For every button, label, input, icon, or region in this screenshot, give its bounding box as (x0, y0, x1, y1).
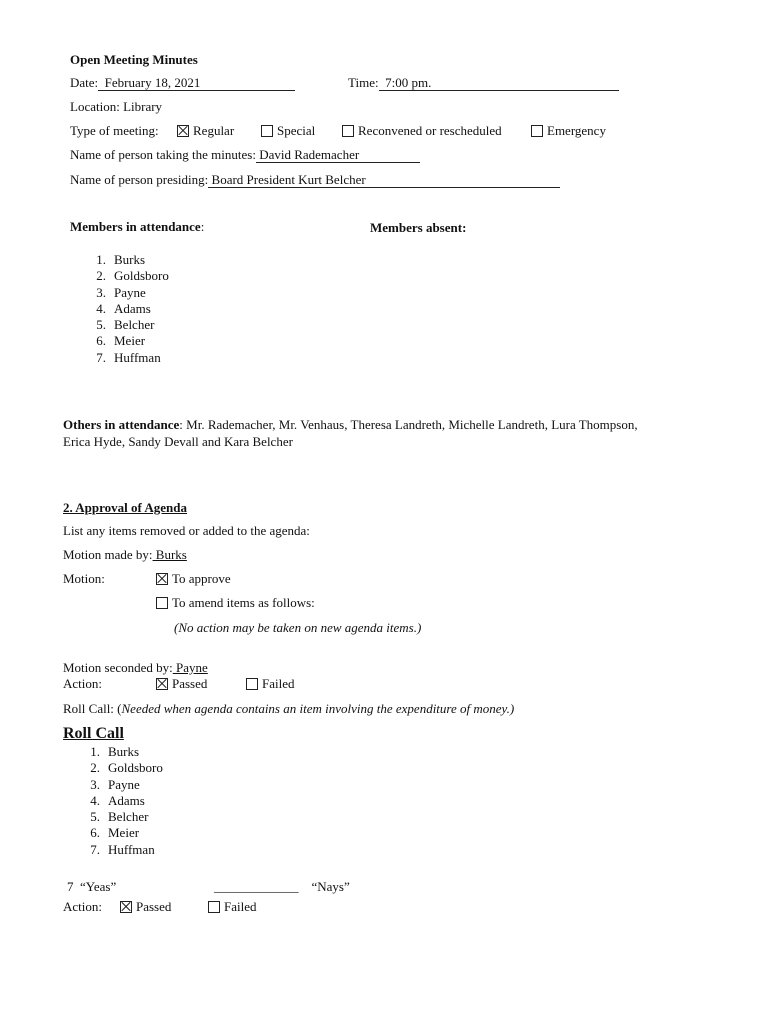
date-row (70, 75, 295, 91)
motion-seconded-row: Motion seconded by: Payne (63, 660, 208, 675)
motion-made-row: Motion made by: Burks (63, 547, 187, 562)
minutes-taker-field[interactable] (256, 148, 420, 163)
motion-approve-option[interactable]: To approve (156, 571, 231, 587)
agenda-note: (No action may be taken on new agenda items.) (174, 620, 422, 635)
meeting-type-emergency[interactable] (531, 123, 606, 139)
list-item: 3. Payne (96, 284, 146, 300)
others-attendance-line1: Others in attendance: Mr. Rademacher, Mr. Venhaus, Theresa Landreth, Michelle Landreth, Lura Thompson, (63, 417, 638, 432)
nays-blank[interactable]: _____________ (214, 879, 299, 894)
checkbox-checked-icon[interactable] (156, 678, 168, 690)
minutes-taker-value: David Rademacher (259, 147, 360, 162)
meeting-type-regular-label: Regular (193, 123, 235, 138)
list-item: 5. Belcher (96, 317, 155, 333)
presiding-value: Board President Kurt Belcher (211, 172, 366, 187)
motion-label: Motion: (63, 571, 105, 586)
checkbox-empty-icon[interactable] (261, 125, 273, 137)
checkbox-checked-icon[interactable] (177, 125, 189, 137)
list-item: 6. Meier (96, 333, 146, 349)
minutes-taker-label: Name of person taking the minutes: (70, 147, 256, 162)
checkbox-empty-icon[interactable] (208, 901, 220, 913)
date-label: Date: (70, 75, 99, 90)
meeting-type-label: Type of meeting: (70, 123, 159, 138)
checkbox-empty-icon[interactable] (156, 597, 168, 609)
meeting-type-special[interactable] (261, 123, 315, 139)
roll-call-list (78, 744, 163, 858)
yeas-label: “Yeas” (80, 879, 117, 894)
agenda-list-prompt: List any items removed or added to the agenda: (63, 523, 310, 538)
seconded-by-value: Payne (172, 660, 208, 675)
members-attendance-heading: Members in attendance: (70, 219, 205, 234)
meeting-type-reconvened-label: Reconvened or rescheduled (358, 123, 502, 138)
checkbox-empty-icon[interactable] (342, 125, 354, 137)
agenda-action-label: Action: (63, 676, 102, 691)
motion-amend-option[interactable]: To amend items as follows: (156, 595, 315, 611)
nays-label: “Nays” (311, 879, 350, 894)
roll-call-note-row: Roll Call: (Needed when agenda contains an item involving the expenditure of money.) (63, 701, 515, 716)
minutes-taker-row (70, 147, 420, 163)
roll-call-heading: Roll Call (63, 725, 124, 742)
checkbox-empty-icon[interactable] (531, 125, 543, 137)
list-item: 3. Payne (90, 776, 140, 792)
date-value: February 18, 2021 (104, 75, 201, 90)
motion-made-by-value: Burks (152, 547, 187, 562)
roll-call-action-failed[interactable]: Failed (208, 899, 257, 915)
checkbox-checked-icon[interactable] (120, 901, 132, 913)
roll-call-action-label: Action: (63, 899, 102, 914)
list-item: 4. Adams (96, 300, 151, 316)
meeting-type-special-label: Special (277, 123, 316, 138)
presiding-field[interactable] (208, 173, 560, 188)
time-field[interactable] (379, 76, 619, 91)
agenda-heading: 2. Approval of Agenda (63, 500, 188, 515)
nays-row (214, 879, 350, 895)
list-item: 1. Burks (96, 252, 146, 267)
yeas-row (67, 879, 116, 895)
time-label: Time: (348, 75, 379, 90)
members-attendance-list (84, 252, 169, 366)
presiding-label: Name of person presiding: (70, 172, 209, 187)
time-value: 7:00 pm. (385, 75, 432, 90)
meeting-type-reconvened[interactable] (342, 123, 502, 139)
list-item: 6. Meier (90, 825, 140, 841)
location-text: Location: Library (70, 99, 163, 114)
list-item: 2. Goldsboro (90, 760, 163, 776)
agenda-action-failed[interactable]: Failed (246, 676, 295, 692)
agenda-action-passed[interactable]: Passed (156, 676, 207, 692)
document-title: Open Meeting Minutes (70, 52, 198, 67)
meeting-type-regular[interactable] (177, 123, 234, 139)
presiding-row (70, 172, 560, 188)
time-row (348, 75, 619, 91)
list-item: 1. Burks (90, 744, 140, 759)
date-field[interactable] (98, 76, 295, 91)
others-attendance-label: Others in attendance (63, 417, 180, 432)
list-item: 5. Belcher (90, 809, 149, 825)
checkbox-empty-icon[interactable] (246, 678, 258, 690)
checkbox-checked-icon[interactable] (156, 573, 168, 585)
yeas-count: 7 (67, 879, 74, 894)
others-attendance-line2: Erica Hyde, Sandy Devall and Kara Belcher (63, 434, 293, 449)
list-item: 7. Huffman (90, 841, 155, 857)
meeting-type-emergency-label: Emergency (547, 123, 606, 138)
list-item: 2. Goldsboro (96, 268, 169, 284)
members-absent-heading: Members absent: (370, 220, 467, 235)
roll-call-action-passed[interactable]: Passed (120, 899, 171, 915)
list-item: 7. Huffman (96, 349, 161, 365)
list-item: 4. Adams (90, 792, 145, 808)
